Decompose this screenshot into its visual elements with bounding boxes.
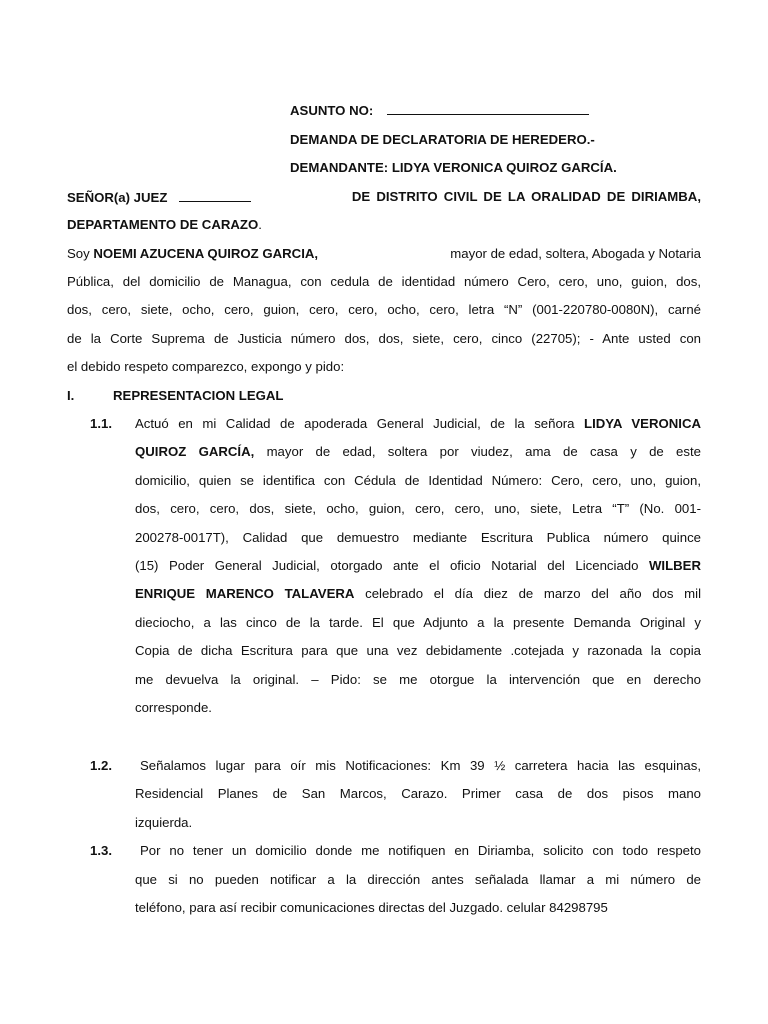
p11-line-8: dieciocho, a las cinco de la tarde. El que Adjunto a la presente Demanda Original y [135,615,701,630]
intro-rest: mayor de edad, soltera, Abogada y Notaria [450,246,701,261]
p13-line-3: teléfono, para así recibir comunicaciones directas del Juzgado. celular 84298795 [135,900,608,915]
intro-line-5: el debido respeto comparezco, expongo y pido: [67,359,345,374]
p11-line-3: domicilio, quien se identifica con Cédula de Identidad Número: Cero, cero, uno, guion, [135,473,701,488]
p12-number: 1.2. [90,758,112,773]
asunto-blank [387,102,589,115]
p11-line-1 [135,416,701,432]
p11-line-10: me devuelva la original. – Pido: se me otorgue la intervención que en derecho [135,672,701,687]
p11-line-7 [135,586,701,602]
departamento-text: DEPARTAMENTO DE CARAZO [67,217,259,232]
p11-l6-name: WILBER [648,558,701,573]
section-title: REPRESENTACION LEGAL [113,388,284,403]
p12-line-2: Residencial Planes de San Marcos, Carazo. Primer casa de dos pisos mano [135,786,701,801]
p11-l2-name: QUIROZ GARCÍA, [135,444,255,459]
p11-l2-text: mayor de edad, soltera por viudez, ama de casa y de este [254,444,701,459]
demanda-title: DEMANDA DE DECLARATORIA DE HEREDERO.- [290,132,595,147]
intro-soy: Soy [67,246,94,261]
p13-number: 1.3. [90,843,112,858]
p11-line-6 [135,558,701,574]
senor-juez: SEÑOR(a) JUEZ [67,190,168,205]
asunto-label: ASUNTO NO: [290,103,374,118]
intro-line-3: dos, cero, siete, ocho, cero, guion, cero, cero, ocho, cero, letra “N” (001-220780-0080N), carné [67,302,701,317]
p13-line-2: que si no pueden notificar a la dirección antes señalada llamar a mi número de [135,872,701,887]
intro-name: NOEMI AZUCENA QUIROZ GARCIA, [93,246,319,261]
p11-l7-name: ENRIQUE MARENCO TALAVERA [135,586,355,601]
p11-number: 1.1. [90,416,112,431]
p11-line-11: corresponde. [135,700,212,715]
juez-blank [179,189,251,202]
p11-l6-text: (15) Poder General Judicial, otorgado ante el oficio Notarial del Licenciado [135,558,649,573]
p12-line-3: izquierda. [135,815,193,830]
demandante-line: DEMANDANTE: LIDYA VERONICA QUIROZ GARCÍA. [290,160,617,175]
p11-l1-text: Actuó en mi Calidad de apoderada General Judicial, de la señora [135,416,585,431]
p11-l7-text: celebrado el día diez de marzo del año dos mil [354,586,701,601]
departamento-period: . [258,217,262,232]
p11-line-2 [135,444,701,460]
intro-line-2: Pública, del domicilio de Managua, con cedula de identidad número Cero, cero, uno, guion, dos, [67,274,701,289]
departamento-line [67,217,262,233]
p11-l1-name: LIDYA VERONICA [584,416,701,431]
p11-line-4: dos, cero, cero, dos, siete, ocho, guion, cero, cero, uno, siete, Letra “T” (No. 001- [135,501,701,516]
intro-line-4: de la Corte Suprema de Justicia número dos, dos, siete, cero, cinco (22705); - Ante usted con [67,331,701,346]
p11-line-9: Copia de dicha Escritura para que una vez debidamente .cotejada y razonada la copia [135,643,701,658]
salutation-line [67,189,701,206]
asunto-line [290,102,589,119]
distrito-text: DE DISTRITO CIVIL DE LA ORALIDAD DE DIRIAMBA, [351,189,701,204]
p11-line-5: 200278-0017T), Calidad que demuestro mediante Escritura Publica número quince [135,530,701,545]
p12-line-1: Señalamos lugar para oír mis Notificaciones: Km 39 ½ carretera hacia las esquinas, [140,758,701,773]
section-roman: I. [67,388,75,403]
p13-line-1: Por no tener un domicilio donde me notifiquen en Diriamba, solicito con todo respeto [140,843,701,858]
intro-line-1 [67,246,701,262]
